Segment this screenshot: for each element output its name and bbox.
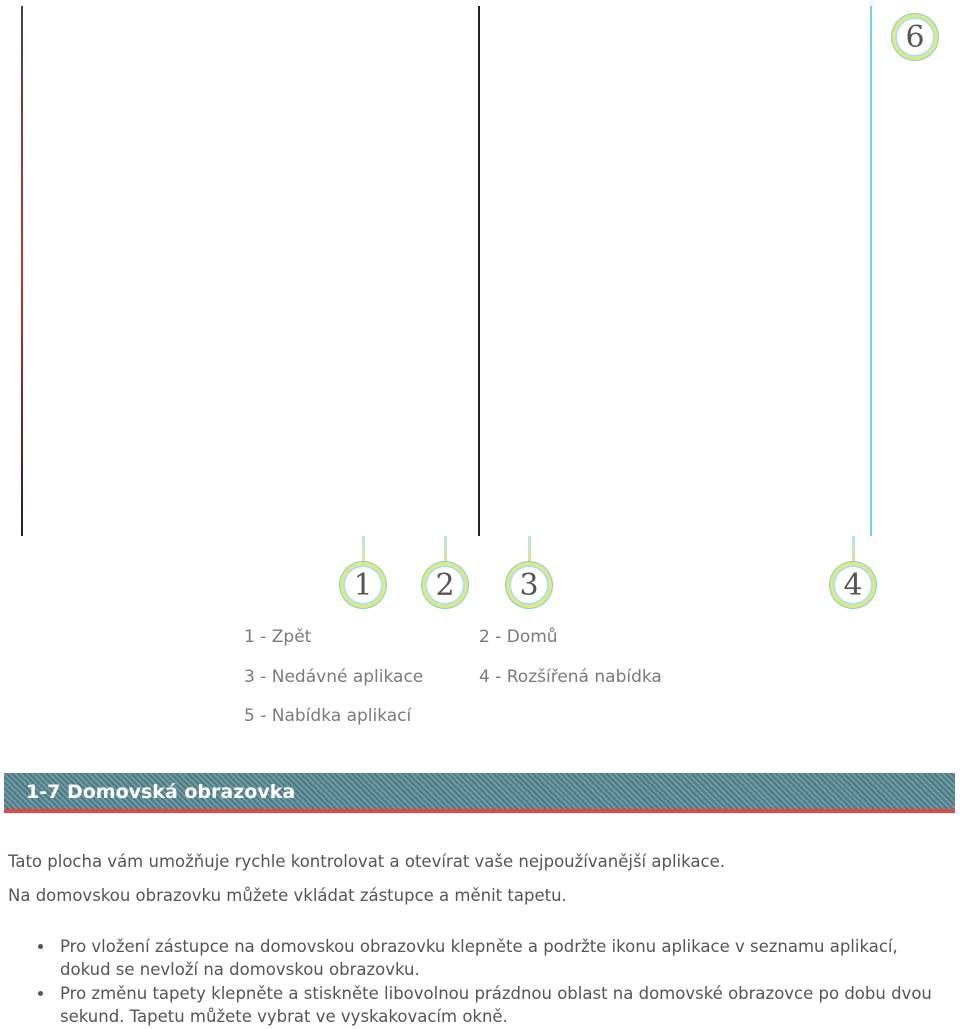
callout-6-label: 6 xyxy=(905,19,925,55)
callout-4 xyxy=(830,562,876,608)
section-title: 1-7 Domovská obrazovka xyxy=(26,781,296,803)
legend-item-home: 2 - Domů xyxy=(479,627,558,647)
legend-item-extended-menu: 4 - Rozšířená nabídka xyxy=(479,667,662,687)
image-frame-left xyxy=(21,6,23,536)
legend-item-app-menu: 5 - Nabídka aplikací xyxy=(244,706,412,726)
intro-paragraph: Tato plocha vám umožňuje rychle kontrolovat a otevírat vaše nejpoužívanější aplikace. xyxy=(8,852,725,871)
instruction-list xyxy=(36,935,946,1029)
section-banner xyxy=(4,773,955,813)
list-item: Pro změnu tapety klepněte a stiskněte libovolnou prázdnou oblast na domovské obrazovce po dobu dvou sekund. Tapetu můžete vybrat ve vyskakovacím okně. xyxy=(36,982,946,1028)
callout-4-label: 4 xyxy=(843,567,863,603)
callout-3-label: 3 xyxy=(519,567,539,603)
callout-6 xyxy=(892,14,938,60)
shortcut-paragraph: Na domovskou obrazovku můžete vkládat zástupce a měnit tapetu. xyxy=(8,886,567,905)
list-item: Pro vložení zástupce na domovskou obrazovku klepněte a podržte ikonu aplikace v seznamu aplikací, dokud se nevloží na domovskou obrazovku. xyxy=(36,935,946,981)
image-frame-right xyxy=(870,6,872,536)
callout-3 xyxy=(506,562,552,608)
image-frame-center xyxy=(478,6,480,536)
callout-1-label: 1 xyxy=(353,567,373,603)
callout-2 xyxy=(422,562,468,608)
callout-1 xyxy=(340,562,386,608)
callout-2-label: 2 xyxy=(435,567,455,603)
legend-item-back: 1 - Zpět xyxy=(244,627,312,647)
legend-item-recent-apps: 3 - Nedávné aplikace xyxy=(244,667,424,687)
